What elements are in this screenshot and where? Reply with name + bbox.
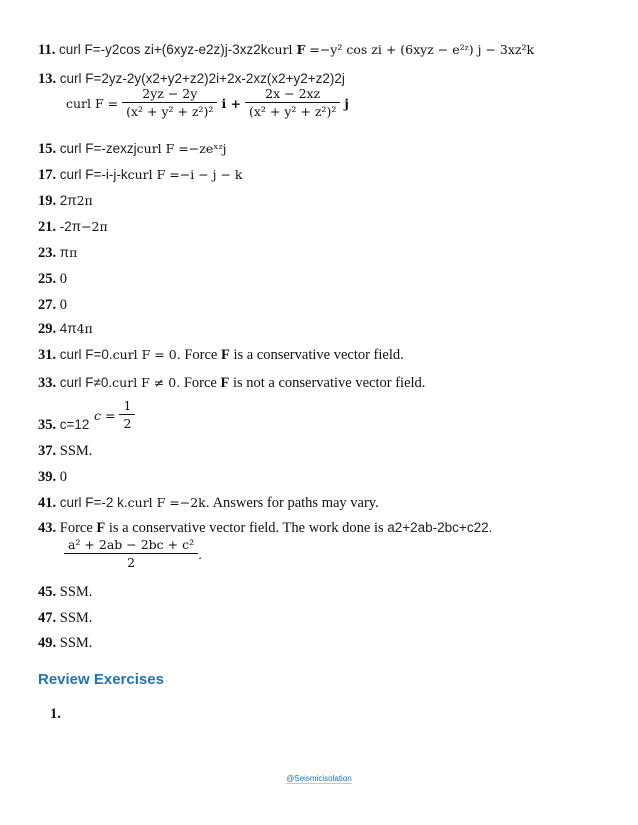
- alt-text: a2+2ab-2bc+c22.: [387, 520, 493, 535]
- math-expression: 4π: [76, 321, 93, 336]
- alt-text: curl F=-2 k.: [59, 495, 128, 510]
- answer-37: [38, 442, 92, 460]
- answer-49: [38, 634, 92, 652]
- answer-text-2: is a conservative vector field.: [229, 347, 404, 363]
- alt-text: 4π: [59, 321, 77, 336]
- answer-23: [38, 244, 77, 262]
- answer-text-1: Force: [183, 375, 221, 391]
- answer-number: 39.: [38, 469, 57, 485]
- alt-text: curl F≠0.: [59, 375, 113, 390]
- alt-text: c=12: [59, 417, 90, 432]
- answer-number: 27.: [38, 297, 57, 313]
- alt-text: curl F=-i-j-k: [59, 167, 128, 182]
- alt-text: curl F=-y2cos zi+(6xyz-e2z)j-3xz2k: [58, 42, 268, 57]
- alt-text: curl F=0.: [59, 347, 113, 362]
- answer-text: SSM.: [59, 584, 93, 600]
- answer-text: 0: [59, 297, 67, 313]
- alt-text: 2π: [59, 193, 77, 208]
- math-expression: curl F = $\frac{2yz - 2y}{\text{(x² + y² + z²)²}}$ i + $\frac{2x - 2xz}{\text{(x² + y² + z²)²}}$ j: [66, 86, 349, 119]
- answer-number: 17.: [38, 167, 57, 183]
- math-expression: curl F =−zeˣᶻj: [136, 141, 227, 156]
- answer-number: 35.: [38, 417, 57, 433]
- alt-text: π: [59, 245, 70, 260]
- answer-47: [38, 609, 92, 627]
- answer-text: SSM.: [59, 443, 93, 459]
- answer-number: 47.: [38, 610, 57, 626]
- answer-bold: F: [220, 375, 230, 391]
- answer-19: [38, 192, 93, 210]
- answer-number: 45.: [38, 584, 57, 600]
- answer-number: 13.: [38, 71, 57, 87]
- math-expression: c = $\frac{1}{2}$: [94, 398, 135, 433]
- answer-number: 41.: [38, 495, 57, 511]
- answer-text-1: Force: [59, 520, 97, 536]
- answer-25: [38, 270, 67, 288]
- answer-number: 43.: [38, 520, 57, 536]
- answer-text: SSM.: [59, 635, 93, 651]
- answer-15: [38, 140, 227, 158]
- math-expression: curl F =−2k.: [127, 495, 210, 510]
- answer-number: 19.: [38, 193, 57, 209]
- answer-11: [38, 41, 534, 59]
- answer-number: 25.: [38, 271, 57, 287]
- answer-text: Answers for paths may vary.: [212, 495, 379, 511]
- answer-number: 21.: [38, 219, 57, 235]
- review-exercise-1: [50, 705, 61, 723]
- math-expression: curl F ≠ 0.: [112, 375, 181, 390]
- footer: [0, 774, 638, 783]
- math-expression: −2π: [81, 219, 108, 234]
- answer-number: 23.: [38, 245, 57, 261]
- math-expression: curl F = 0.: [112, 347, 181, 362]
- answer-27: [38, 296, 67, 314]
- answer-39: [38, 468, 67, 486]
- answer-41: [38, 494, 379, 512]
- answer-43: [38, 519, 492, 537]
- alt-text: curl F=-zexzj: [59, 141, 137, 156]
- answer-number: 37.: [38, 443, 57, 459]
- answer-number: 11.: [38, 42, 56, 58]
- answer-text-1: Force: [184, 347, 221, 363]
- answer-35: [38, 416, 89, 434]
- answer-number: 29.: [38, 321, 57, 337]
- footer-link[interactable]: @Seismicisolation: [286, 774, 352, 783]
- answer-bold: F: [96, 520, 106, 536]
- answer-29: [38, 320, 93, 338]
- answer-number: 31.: [38, 347, 57, 363]
- answer-text: 0: [59, 271, 67, 287]
- answer-number: 15.: [38, 141, 57, 157]
- math-expression: curl F =−i − j − k: [127, 167, 243, 182]
- answer-text-2: is not a conservative vector field.: [229, 375, 426, 391]
- answer-33: [38, 374, 425, 392]
- answer-number: 33.: [38, 375, 57, 391]
- section-title: Review Exercises: [38, 671, 164, 688]
- alt-text: curl F=2yz-2y(x2+y2+z2)2i+2x-2xz(x2+y2+z2)2j: [59, 71, 345, 86]
- answer-number: 49.: [38, 635, 57, 651]
- math-expression: π: [69, 245, 78, 260]
- answer-text: SSM.: [59, 610, 93, 626]
- math-expression: 2π: [76, 193, 93, 208]
- math-expression: $\frac{\text{a² + 2ab − 2bc + c²}}{2}$ .: [64, 537, 202, 572]
- answer-text: 0: [59, 469, 67, 485]
- answer-bold: F: [220, 347, 230, 363]
- answer-31: [38, 346, 404, 364]
- math-expression: curl F =−y² cos zi + (6xyz − e²ᶻ) j − 3xz²k: [267, 42, 535, 57]
- answer-number: 1.: [50, 706, 61, 722]
- alt-text: -2π: [59, 219, 82, 234]
- answer-21: [38, 218, 108, 236]
- answer-text-2: is a conservative vector field. The work done is: [105, 520, 388, 536]
- answer-45: [38, 583, 92, 601]
- answer-17: [38, 166, 243, 184]
